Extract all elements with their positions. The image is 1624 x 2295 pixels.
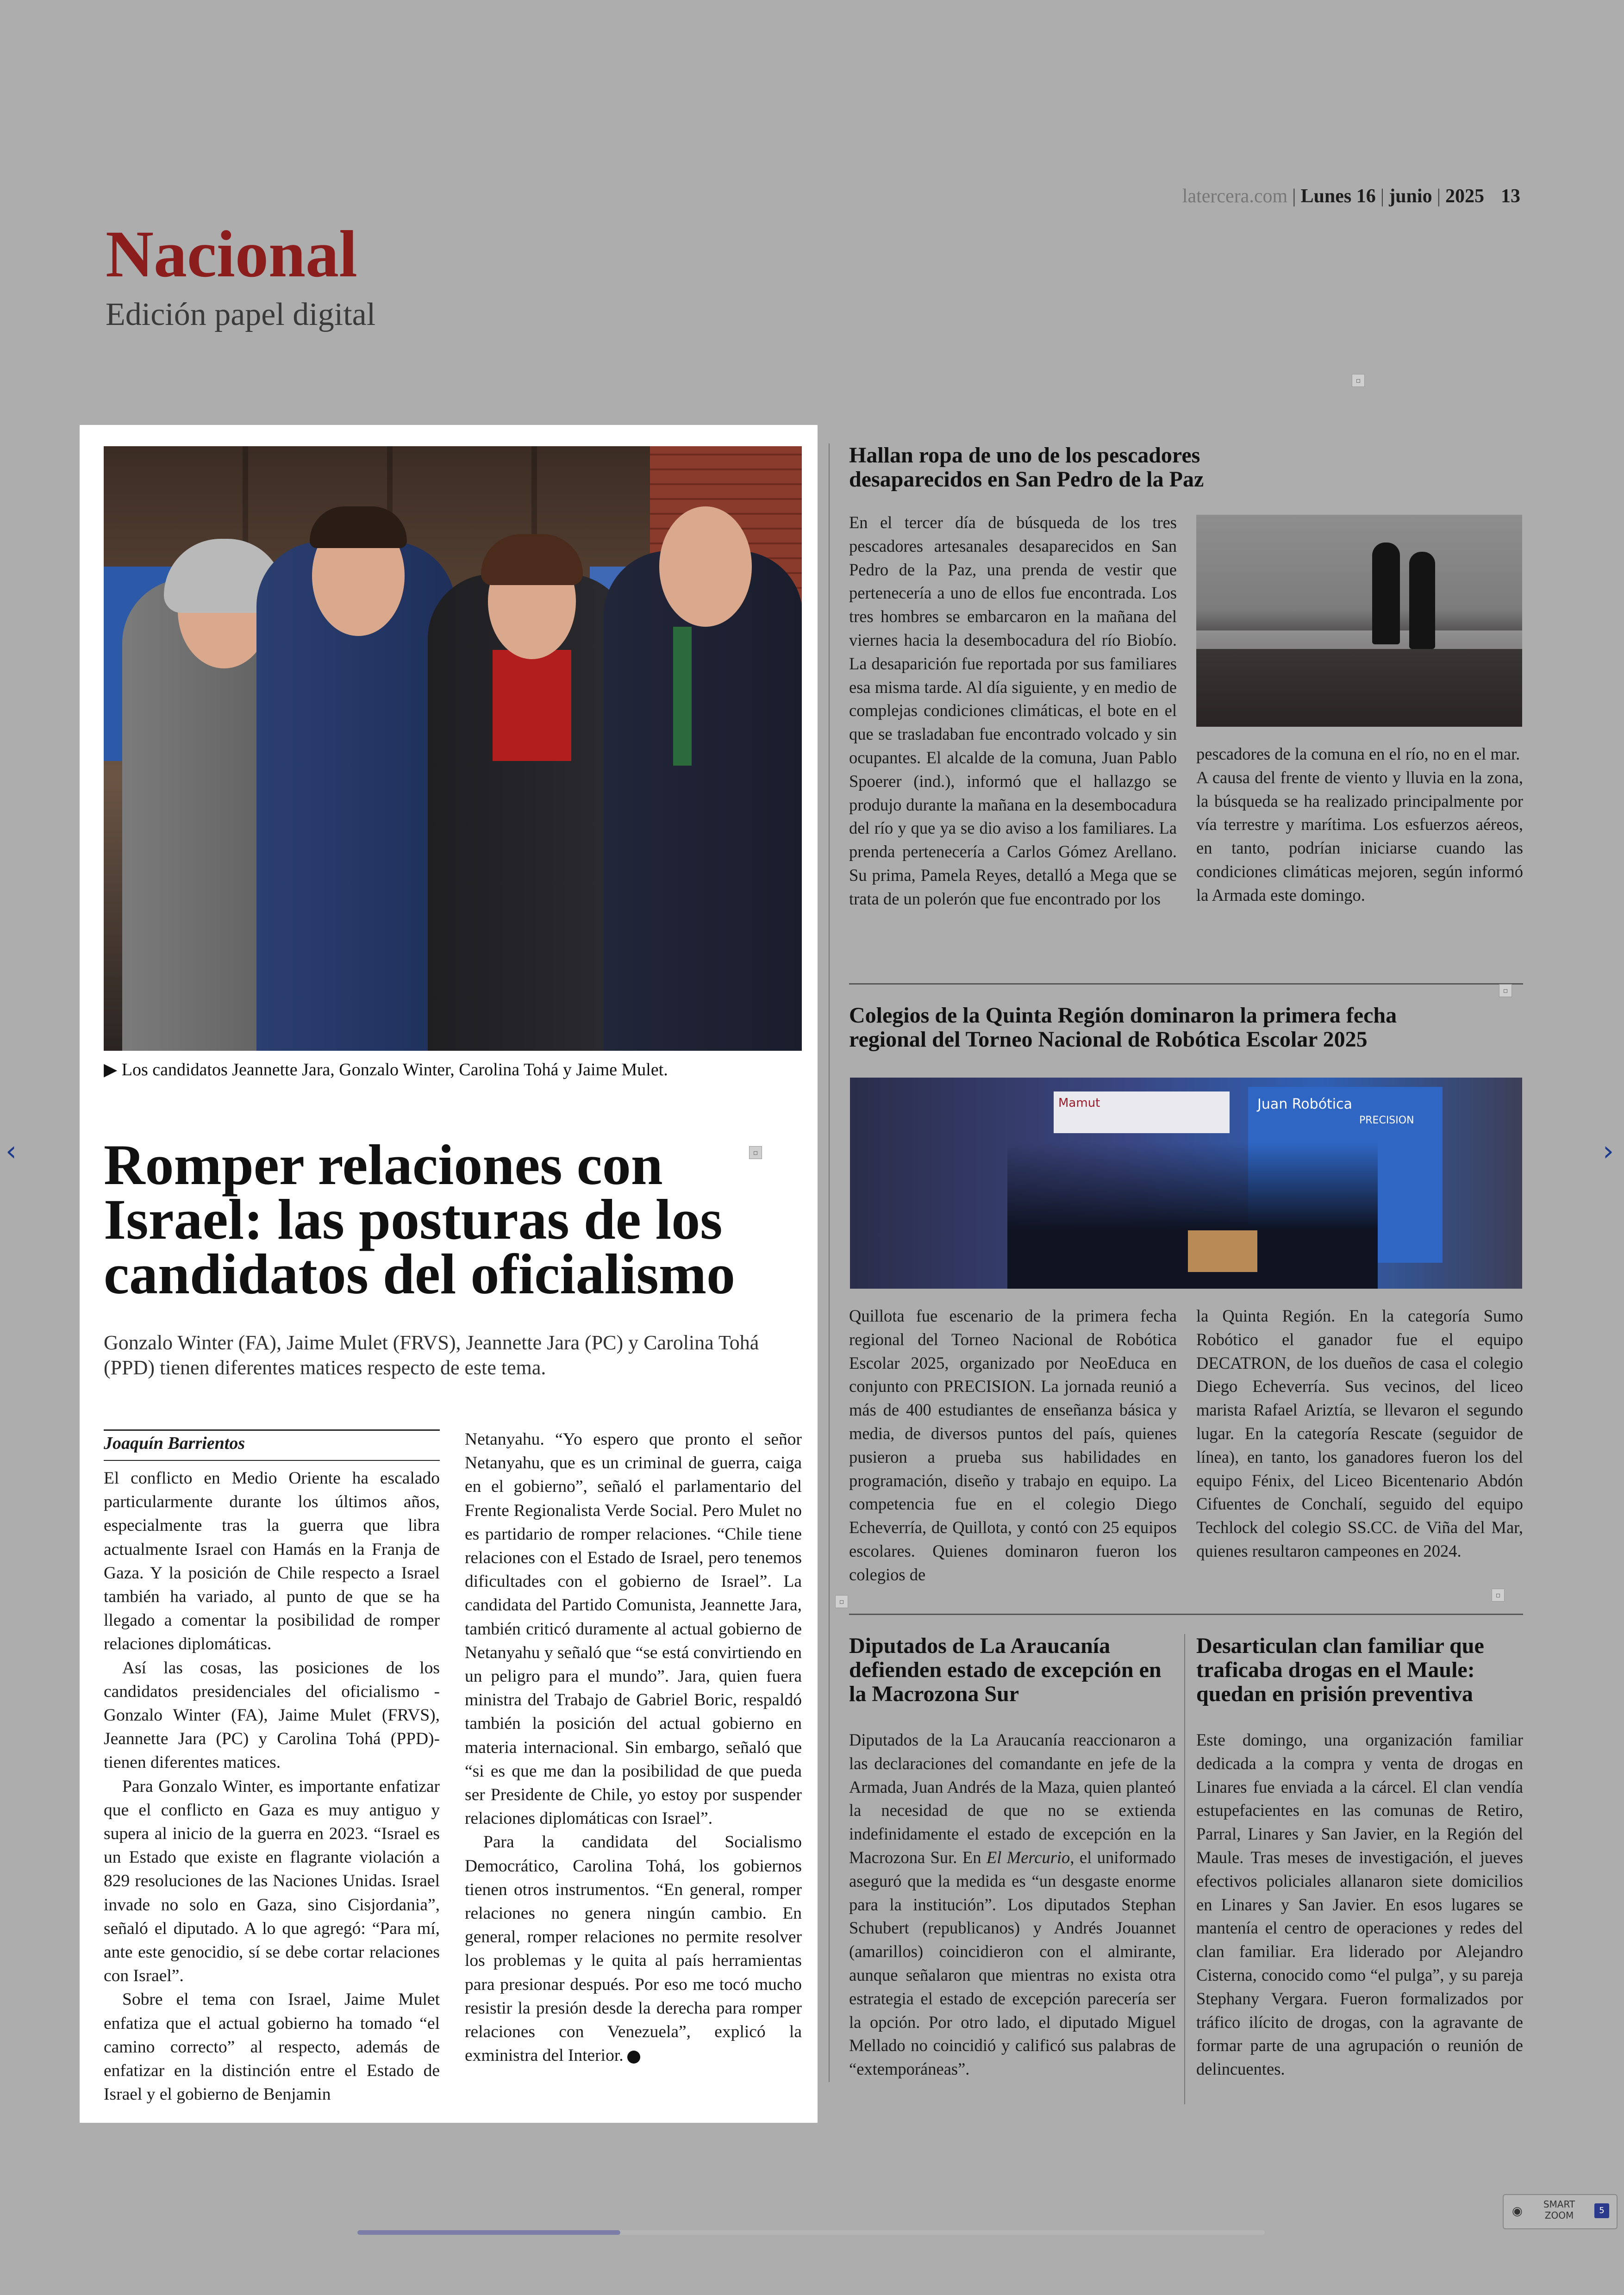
story-headline-fishermen[interactable]: Hallan ropa de uno de los pescadores desaparecidos en San Pedro de la Paz	[849, 443, 1204, 492]
story-robotics-col2	[1196, 1304, 1523, 1563]
next-page-button[interactable]: ›	[1603, 1135, 1614, 1167]
paragraph: pescadores de la comuna en el río, no en el mar.	[1196, 744, 1520, 763]
paragraph: A causa del frente de viento y lluvia en la zona, la búsqueda se ha realizado principalmente por vía terrestre y marítima. Los esfuerzos aéreos, en tanto, podrían iniciarse cuando las condiciones climáticas mejoren, según informó la Armada este domingo.	[1196, 767, 1523, 904]
main-article[interactable]	[80, 425, 818, 2123]
section-subtitle: Edición papel digital	[106, 297, 376, 332]
photo-sign: PRECISION	[1359, 1115, 1414, 1126]
caption-arrow-icon: ▶	[104, 1060, 118, 1079]
photo-caption	[104, 1059, 668, 1080]
end-mark-icon	[627, 2051, 640, 2064]
clip-marker-icon[interactable]: ▫	[1492, 1589, 1505, 1602]
paragraph: la Quinta Región. En la categoría Sumo Robótico el ganador fue el equipo DECATRON, de los dueños de casa el colegio Diego Echeverría. Sus vecinos, del liceo marista Rafael Ariztía, se llevaron el segundo lugar. En la categoría Rescate (seguidor de línea), en tanto, los ganadores fueron los del equipo Fénix, del Liceo Bicentenario Abdón Cifuentes de Conchalí, seguido del equipo Techlock del colegio SS.CC. de Viña del Mar, quienes resultaron campeones en 2024.	[1196, 1306, 1523, 1560]
eye-icon: ◉	[1512, 2204, 1523, 2218]
story-divider	[849, 983, 1523, 985]
smart-zoom-label: SMART	[1543, 2199, 1575, 2210]
byline-rule	[104, 1429, 440, 1431]
byline: Joaquín Barrientos	[104, 1434, 245, 1453]
main-article-photo	[104, 446, 802, 1051]
robotics-photo	[850, 1078, 1522, 1289]
smart-zoom-button[interactable]	[1503, 2194, 1618, 2229]
column-divider	[829, 443, 830, 2082]
clip-marker-icon[interactable]: ▫	[749, 1146, 762, 1159]
clip-marker-icon[interactable]: ▫	[1352, 374, 1365, 387]
clip-marker-icon[interactable]: ▫	[1499, 984, 1512, 997]
smart-zoom-label: ZOOM	[1544, 2210, 1574, 2221]
previous-page-button[interactable]: ‹	[6, 1135, 17, 1167]
paragraph: Sobre el tema con Israel, Jaime Mulet enfatiza que el actual gobierno ha tomado “el camino correcto” al respecto, además de enfatizar en la distinción entre el Estado de Israel y el gobierno de Benjamin	[104, 1990, 440, 2104]
page-progress-fill	[357, 2230, 620, 2235]
fishermen-photo	[1196, 515, 1522, 727]
section-title: Nacional	[106, 218, 358, 291]
date-year: 2025	[1445, 186, 1484, 207]
story-fishermen-col2	[1196, 742, 1523, 907]
article-dek: Gonzalo Winter (FA), Jaime Mulet (FRVS), Jeannette Jara (PC) y Carolina Tohá (PPD) tienen diferentes matices respecto de este tema.	[104, 1331, 759, 1379]
story-headline-araucania[interactable]: Diputados de La Araucanía defienden estado de excepción en la Macrozona Sur	[849, 1634, 1162, 1706]
story-robotics-col1	[849, 1304, 1177, 1587]
photo-banner-left: Mamut	[1054, 1091, 1230, 1133]
paragraph: Así las cosas, las posiciones de los candidatos presidenciales del oficialismo -Gonzalo Winter (FA), Jaime Mulet (FRVS), Jeannette Jara (PC) y Carolina Tohá (PPD)- tienen diferentes matices.	[104, 1658, 440, 1772]
clip-marker-icon[interactable]: ▫	[835, 1595, 848, 1608]
article-headline[interactable]: Romper relaciones con Israel: las posturas de los candidatos del oficialismo	[104, 1133, 736, 1306]
date-day: Lunes 16	[1300, 186, 1376, 207]
paragraph: El conflicto en Medio Oriente ha escalado particularmente durante los últimos años, especialmente tras la guerra que libra actualmente Israel con Hamás en la Franja de Gaza. Y la posición de Chile respecto a Israel también ha variado, al punto de que se ha llegado a comentar la posibilidad de romper relaciones diplomáticas.	[104, 1469, 440, 1654]
paragraph: , el uniformado aseguró que la medida es “un desgaste enorme para la institución”. Los diputados Stephan Schubert (republicanos) y Andrés Jouannet (amarillos) coincidieron con el almirante, aunque señalaron que mientras no exista otra estrategia el estado de excepción parecería ser la opción. Por otro lado, el diputado Miguel Mellado no coincidió y calificó sus palabras de “extemporáneas”.	[849, 1847, 1176, 2079]
paragraph: Este domingo, una organización familiar dedicada a la compra y venta de drogas en Linares fue enviada a la cárcel. El clan vendía estupefacientes en las comunas de Retiro, Parral, Linares y San Javier, en la Región del Maule. Tras meses de investigación, el jueves efectivos policiales allanaron siete domicilios en Linares y San Javier. En esos lugares se mantenía el centro de operaciones y redes del clan familiar. Era liderado por Alejandro Cisterna, conocido como “el pulga”, y su pareja Stephany Vergara. Fueron formalizados por tráfico ilícito de drogas, con la agravante de formar parte de una agrupación o reunión de delincuentes.	[1196, 1730, 1523, 2079]
article-column-2	[465, 1428, 802, 2067]
column-divider	[1184, 1634, 1185, 2104]
paragraph: Diputados de la La Araucanía reaccionaron a las declaraciones del comandante en jefe de la Armada, Juan Andrés de la Maza, quien planteó la necesidad de que no se extienda indefinidamente el estado de excepción en la Macrozona Sur. En	[849, 1730, 1176, 1867]
site-name: latercera.com	[1182, 186, 1288, 207]
paragraph: Para Gonzalo Winter, es importante enfatizar que el conflicto en Gaza es muy antiguo y supera al inicio de la guerra en 2023. “Israel es un Estado que existe en flagrante violación a 829 resoluciones de las Naciones Unidas. Israel invade no solo en Gaza, sino Cisjordania”, señaló el diputado. A lo que agregó: “Para mí, ante este genocidio, sí se debe cortar relaciones con Israel”.	[104, 1777, 440, 1986]
zoom-level-badge: 5	[1594, 2203, 1609, 2218]
paragraph: En el tercer día de búsqueda de los tres pescadores artesanales desaparecidos en San Pedro de la Paz, una prenda de vestir que pertenecería a uno de ellos fue encontrada. Los tres hombres se embarcaron en la mañana del viernes hacia la desembocadura del río Biobío. La desaparición fue reportada por sus familiares esa misma tarde. Al día siguiente, y en medio de complejas condiciones climáticas, el bote en el que se trasladaban fue encontrado volcado y sin ocupantes. El alcalde de la comuna, Juan Pablo Spoerer (ind.), informó que el hallazgo se produjo durante la mañana en la desembocadura del río y que ya se dio aviso a los familiares. La prenda pertenecería a Carlos Gómez Arellano. Su prima, Pamela Reyes, detalló a Mega que se trata de un polerón que fue encontrado por los	[849, 513, 1177, 908]
story-headline-robotics[interactable]: Colegios de la Quinta Región dominaron la primera fecha regional del Torneo Nacional de Robótica Escolar 2025	[849, 1003, 1397, 1052]
story-fishermen-col1	[849, 511, 1177, 911]
story-headline-maule[interactable]: Desarticulan clan familiar que traficaba drogas en el Maule: quedan en prisión preventiva	[1196, 1634, 1484, 1706]
page-number: 13	[1501, 186, 1520, 207]
byline-rule	[104, 1460, 440, 1461]
paragraph: Netanyahu. “Yo espero que pronto el señor Netanyahu, que es un criminal de guerra, caiga en el gobierno”, señaló el parlamentario del Frente Regionalista Verde Social. Pero Mulet no es partidario de romper relaciones. “Chile tiene relaciones con el Estado de Israel, pero tenemos dificultades con el gobierno de Israel”. La candidata del Partido Comunista, Jeannette Jara, también criticó duramente al actual gobierno de Netanyahu y señaló que “se está convirtiendo en un peligro para el mundo”. Jara, quien fuera ministra del Trabajo de Gabriel Boric, respaldó también la posición del actual gobierno en materia internacional. Sin embargo, señaló que “si es que me dan la posibilidad de que pueda ser Presidente de Chile, yo estoy por suspender relaciones diplomáticas con Israel”.	[465, 1430, 802, 1828]
photo-banner-right: Juan Robótica	[1257, 1096, 1353, 1112]
caption-text: Los candidatos Jeannette Jara, Gonzalo Winter, Carolina Tohá y Jaime Mulet.	[121, 1060, 668, 1079]
story-araucania-body	[849, 1728, 1176, 2081]
story-divider	[849, 1614, 1523, 1615]
date-month: junio	[1389, 186, 1432, 207]
page-masthead: latercera.com | Lunes 16 | junio | 2025 13	[1182, 186, 1520, 207]
paragraph: Quillota fue escenario de la primera fecha regional del Torneo Nacional de Robótica Escolar 2025, organizado por NeoEduca en conjunto con PRECISION. La jornada reunió a más de 400 estudiantes de enseñanza básica y media, de diversos puntos del país, quienes pusieron a prueba sus habilidades en programación, diseño y trabajo en equipo. La competencia fue en el colegio Diego Echeverría, de Quillota, y contó con 25 equipos escolares. Quienes dominaron fueron los colegios de	[849, 1306, 1177, 1584]
story-maule-body	[1196, 1728, 1523, 2081]
article-column-1	[104, 1466, 440, 2106]
paragraph: Para la candidata del Socialismo Democrático, Carolina Tohá, los gobiernos tienen otros instrumentos. “En general, romper relaciones no genera ningún cambio. En general, romper relaciones no permite resolver los problemas y le quita al país herramientas para presionar después. Por eso me tocó mucho resistir la presión desde la derecha para romper relaciones con Venezuela”, explicó la exministra del Interior.	[465, 1833, 802, 2065]
publication-name: El Mercurio	[986, 1847, 1070, 1867]
